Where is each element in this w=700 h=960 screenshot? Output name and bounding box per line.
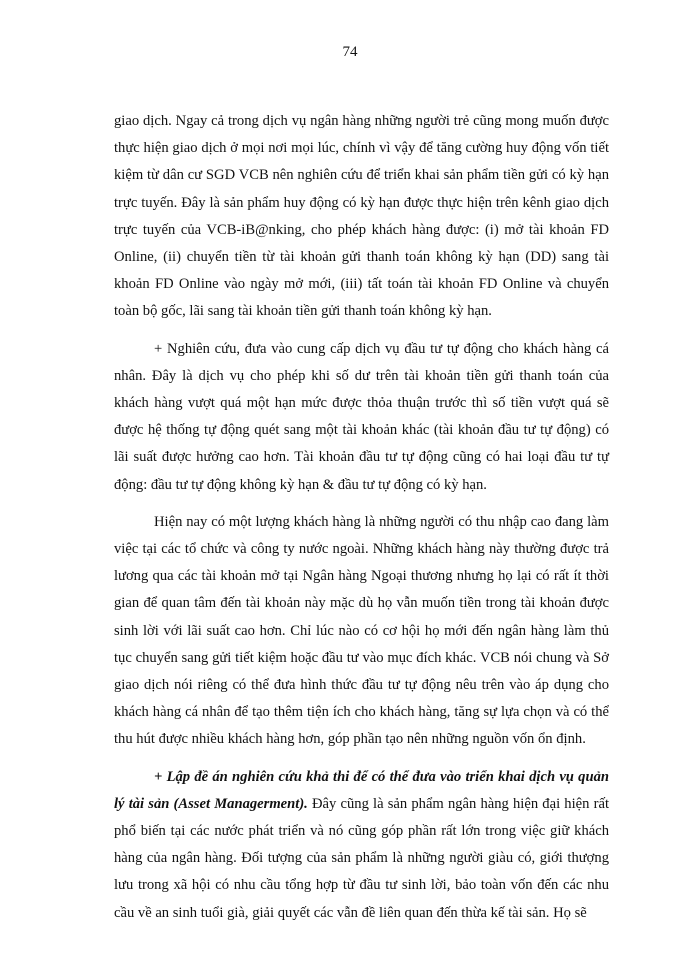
paragraph-high-income-customers: Hiện nay có một lượng khách hàng là những người có thu nhập cao đang làm việc tại các tổ chức và công ty nước ngoài. Những khách hàng này thường được trả lương qua các tài khoản mở tại Ngân hàng Ngoại thương nhưng họ lại có rất ít thời gian để quan tâm đến tài khoản này mặc dù họ vẫn muốn tiền trong tài khoản được sinh lời với lãi suất cao hơn. Chỉ lúc nào có cơ hội họ mới đến ngân hàng làm thủ tục chuyển sang gửi tiết kiệm hoặc đầu tư vào mục đích khác. VCB nói chung và Sở giao dịch nói riêng có thể đưa hình thức đầu tư tự động nêu trên vào áp dụng cho khách hàng cá nhân để tạo thêm tiện ích cho khách hàng, tăng sự lựa chọn và có thể thu hút được nhiều khách hàng hơn, góp phần tạo nên những nguồn vốn ổn định. — [114, 513, 609, 748]
asset-management-heading: + Lập đề án nghiên cứu khả thi để có thể đưa vào triển khai dịch vụ quản lý tài sản (Asset Managerment). — [114, 768, 609, 812]
asset-management-text: Đây cũng là sản phẩm ngân hàng hiện đại hiện rất phổ biến tại các nước phát triển và nó cũng góp phần rất lớn trong việc giữ khách hàng của ngân hàng. Đối tượng của sản phẩm là những người giàu có, giới thượng lưu trong xã hội có nhu cầu tổng hợp từ đầu tư sinh lời, bảo toàn vốn đến các nhu cầu về an sinh tuổi già, giải quyết các vẫn đề liên quan đến thừa kế tài sản. Họ sẽ — [114, 795, 609, 921]
paragraph-continuation: giao dịch. Ngay cả trong dịch vụ ngân hàng những người trẻ cũng mong muốn được thực hiện giao dịch ở mọi nơi mọi lúc, chính vì vậy để tăng cường huy động vốn tiết kiệm từ dân cư SGD VCB nên nghiên cứu để triển khai sản phẩm tiền gửi có kỳ hạn trực tuyến. Đây là sản phẩm huy động có kỳ hạn được thực hiện trên kênh giao dịch trực tuyến của VCB-iB@nking, cho phép khách hàng được: (i) mở tài khoản FD Online, (ii) chuyển tiền từ tài khoản gửi thanh toán không kỳ hạn (DD) sang tài khoản FD Online vào ngày mở mới, (iii) tất toán tài khoản FD Online và chuyển toàn bộ gốc, lãi sang tài khoản tiền gửi thanh toán không kỳ hạn. — [114, 113, 609, 320]
paragraph-asset-management — [114, 764, 609, 927]
body-text — [114, 108, 609, 927]
paragraph-auto-investment: + Nghiên cứu, đưa vào cung cấp dịch vụ đầu tư tự động cho khách hàng cá nhân. Đây là dịch vụ cho phép khi số dư trên tài khoản tiền gửi thanh toán của khách hàng vượt quá một hạn mức được thỏa thuận trước thì số tiền vượt quá sẽ được hệ thống tự động quét sang một tài khoản khác (tài khoản đầu tư tự động) có lãi suất được hưởng cao hơn. Tài khoản đầu tư tự động cũng có hai loại đầu tư tự động: đầu tư tự động không kỳ hạn & đầu tư tự động có kỳ hạn. — [114, 340, 609, 493]
page-number: 74 — [342, 44, 358, 60]
